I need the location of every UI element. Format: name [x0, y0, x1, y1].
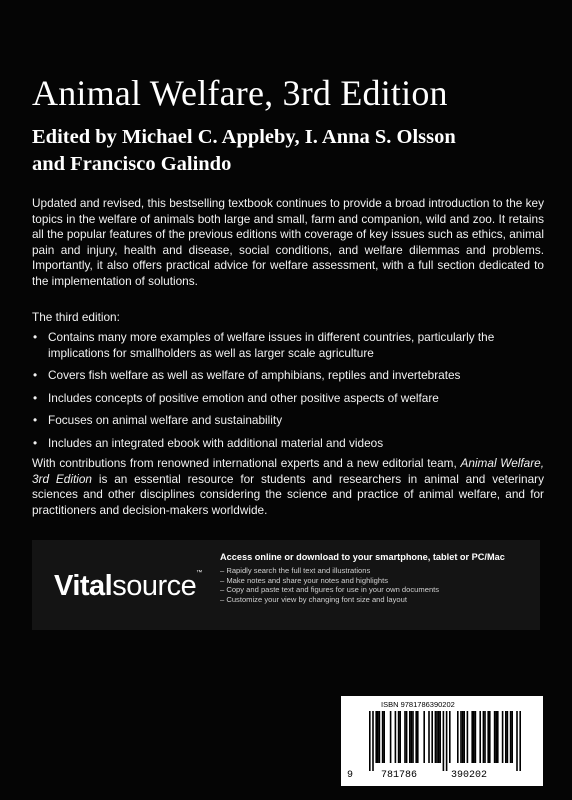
barcode-bar [439, 711, 441, 763]
barcode-bar [412, 711, 414, 763]
barcode-bar [372, 711, 374, 771]
trademark-symbol: ™ [196, 570, 202, 576]
vitalsource-feature: – Make notes and share your notes and highlights [220, 575, 389, 585]
barcode-bar [494, 711, 496, 763]
closing-text-end: is an essential resource for students and researchers in animal and veterinary sciences and other disciplines considering the science and practice of animal welfare, and for practitioners and decision-makers worldwide. [32, 471, 545, 517]
barcode-bar [399, 711, 401, 763]
barcode-bar [473, 711, 475, 763]
barcode-bar [415, 711, 417, 763]
barcode-bar [510, 711, 512, 763]
editors-line-1: Edited by Michael C. Appleby, I. Anna S. Olsson [32, 126, 456, 148]
barcode-bar [457, 711, 459, 763]
vitalsource-logo-regular: source [112, 570, 197, 602]
barcode-bar [497, 711, 499, 763]
barcode-bar [502, 711, 504, 763]
bullet-icon: • [33, 330, 38, 344]
barcode-bar [404, 711, 406, 763]
vitalsource-feature: – Rapidly search the full text and illustrations [220, 566, 371, 575]
closing-text-start: With contributions from renowned international experts and a new editorial team, [32, 456, 461, 470]
feature-list [32, 330, 544, 458]
barcode-bar [463, 711, 465, 763]
book-description: Updated and revised, this bestselling textbook continues to provide a broad introduction to the key topics in the welfare of animals both large and small, farm and companion, wild and zoo. It retains all the popular features of the previous editions with coverage of key issues such as ethics, animal pain and injury, health and disease, social conditions, and welfare dilemmas and problems. Importantly, it also offers practical advice for welfare assessment, with a full section dedicated to the implementation of solutions. [32, 196, 544, 288]
barcode-bar [377, 711, 379, 763]
feature-text: Includes an integrated ebook with additional material and videos [48, 435, 384, 450]
barcode-bar [383, 711, 385, 763]
vitalsource-feature-list [220, 566, 439, 604]
vitalsource-logo-bold: Vital [54, 570, 113, 602]
feature-text: Contains many more examples of welfare issues in different countries, particularly the implications for smallholders as well as larger scale agriculture [48, 330, 495, 360]
barcode-bar [467, 711, 469, 763]
barcode-bar [375, 711, 377, 763]
barcode-right-digits: 390202 [451, 770, 488, 781]
feature-text: Focuses on animal welfare and sustainability [48, 413, 283, 427]
vitalsource-feature: – Customize your view by changing font size and layout [220, 594, 407, 604]
barcode-bar [487, 711, 489, 763]
barcode-bar [471, 711, 473, 763]
bullet-icon: • [33, 368, 38, 382]
barcode-bar [417, 711, 419, 763]
closing-paragraph [32, 456, 544, 518]
feature-text: Covers fish welfare as well as welfare of amphibians, reptiles and invertebrates [48, 368, 461, 382]
feature-text: Includes concepts of positive emotion and other positive aspects of welfare [48, 390, 439, 405]
barcode-bar [505, 711, 507, 763]
barcode-graphic [357, 711, 533, 771]
vitalsource-panel [32, 540, 540, 630]
third-edition-heading: The third edition: [32, 310, 120, 324]
closing-title-emphasis: Animal Welfare, 3rd Edition [32, 456, 544, 486]
barcode-bar [398, 711, 400, 763]
barcode-bar [446, 711, 448, 771]
bullet-icon: • [33, 435, 38, 450]
book-title: Animal Welfare, 3rd Edition [32, 73, 448, 113]
feature-item [32, 391, 544, 407]
barcode-bar [516, 711, 518, 771]
feature-item [32, 330, 544, 361]
bullet-icon: • [33, 413, 38, 427]
barcode-bar [475, 711, 477, 763]
barcode-panel [341, 696, 543, 786]
barcode-bar [395, 711, 397, 763]
barcode-bar [423, 711, 425, 763]
barcode-bar [443, 711, 445, 771]
barcode-bar [483, 711, 485, 763]
barcode-bar [411, 711, 413, 763]
feature-item [32, 368, 544, 384]
barcode-bar [484, 711, 486, 763]
barcode-bar [369, 711, 371, 771]
barcode-bar [438, 711, 440, 763]
vitalsource-logo [54, 570, 202, 603]
barcode-bar [435, 711, 437, 763]
barcode-bar [390, 711, 392, 763]
barcode-bar [519, 711, 521, 771]
barcode-bar [495, 711, 497, 763]
barcode-first-digit: 9 [347, 770, 354, 781]
barcode-bar [507, 711, 509, 763]
barcode-left-digits: 781786 [381, 770, 418, 781]
barcode-bar [511, 711, 513, 763]
barcode-bar [431, 711, 433, 763]
barcode-bar [489, 711, 491, 763]
barcode-bar [449, 711, 451, 763]
vitalsource-feature: – Copy and paste text and figures for use in your own documents [220, 585, 440, 595]
barcode-bar [379, 711, 381, 763]
feature-item [32, 413, 544, 429]
barcode-bar [428, 711, 430, 763]
barcode-bar [382, 711, 384, 763]
barcode-bar [409, 711, 411, 763]
barcode-bar [460, 711, 462, 763]
editors-line-2: and Francisco Galindo [32, 153, 232, 175]
bullet-icon: • [33, 390, 38, 405]
editors [32, 124, 552, 178]
vitalsource-heading: Access online or download to your smartphone, tablet or PC/Mac [220, 552, 505, 562]
barcode-bar [406, 711, 408, 763]
barcode-bar [436, 711, 438, 763]
feature-item [32, 436, 544, 452]
barcode-bar [462, 711, 464, 763]
isbn-label: ISBN 9781786390202 [381, 700, 455, 709]
barcode-bar [479, 711, 481, 763]
